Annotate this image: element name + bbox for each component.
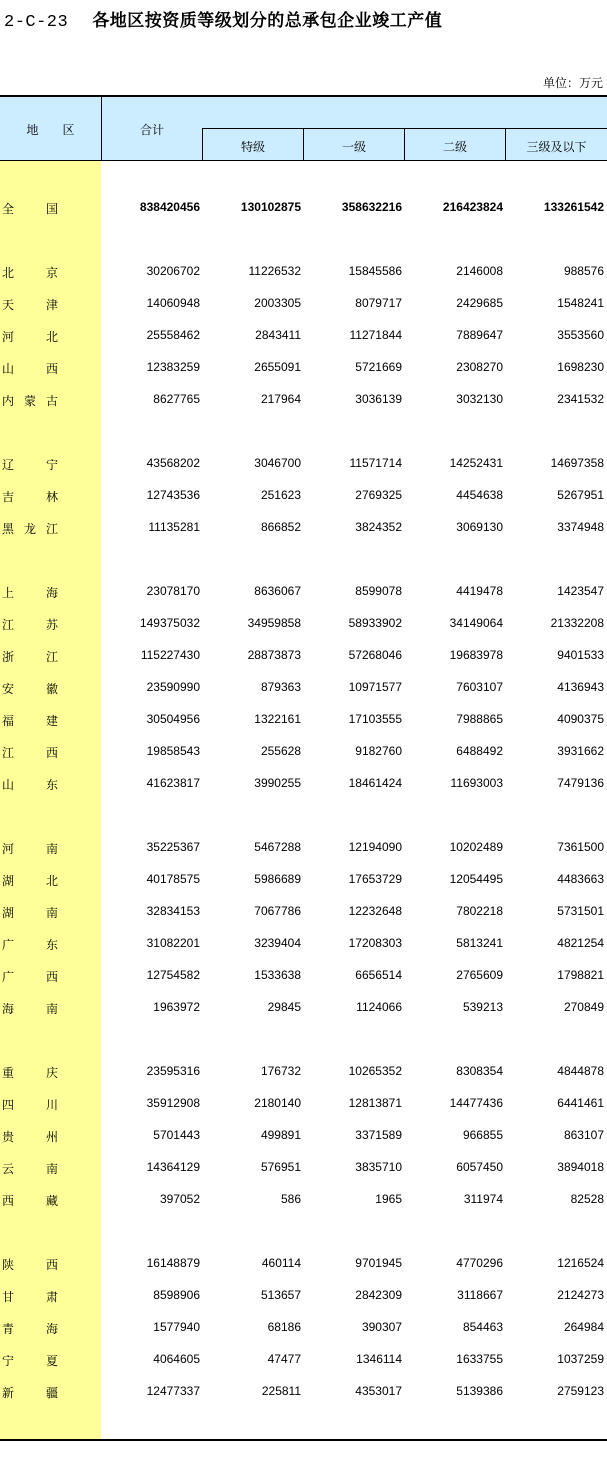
cell-value: 499891 xyxy=(260,1128,301,1142)
cell-value: 12754582 xyxy=(146,968,200,982)
cell-value: 225811 xyxy=(261,1384,301,1398)
cell-value: 35912908 xyxy=(146,1096,200,1110)
cell-value: 5731501 xyxy=(557,904,604,918)
cell-value: 12054495 xyxy=(449,872,503,886)
table-row xyxy=(0,640,607,672)
cell-value: 3374948 xyxy=(557,520,604,534)
region-name: 贵 州 xyxy=(2,1130,58,1144)
cell-value: 82528 xyxy=(570,1192,604,1206)
cell-value: 11693003 xyxy=(450,776,503,790)
cell-value: 5721669 xyxy=(355,360,402,374)
table-row xyxy=(0,832,607,864)
cell-value: 879363 xyxy=(260,680,301,694)
cell-value: 5139386 xyxy=(456,1384,503,1398)
cell-value: 5701443 xyxy=(153,1128,200,1142)
table-row xyxy=(0,608,607,640)
header-grade2: 二级 xyxy=(442,140,467,154)
cell-value: 34149064 xyxy=(449,616,503,630)
header-grade1: 一级 xyxy=(341,140,366,154)
cell-value: 4090375 xyxy=(557,712,604,726)
cell-value: 966855 xyxy=(462,1128,503,1142)
cell-value: 251623 xyxy=(260,488,301,502)
cell-value: 2003305 xyxy=(254,296,301,310)
cell-value: 23590990 xyxy=(146,680,200,694)
cell-value: 32834153 xyxy=(146,904,200,918)
cell-value: 1698230 xyxy=(557,360,604,374)
cell-value: 30206702 xyxy=(146,264,200,278)
cell-value: 4770296 xyxy=(456,1256,503,1270)
cell-value: 19858543 xyxy=(146,744,200,758)
table-row xyxy=(0,192,607,224)
cell-value: 255628 xyxy=(260,744,301,758)
cell-value: 7988865 xyxy=(456,712,503,726)
table-row xyxy=(0,1312,607,1344)
cell-value: 3069130 xyxy=(456,520,503,534)
cell-value: 358632216 xyxy=(341,200,402,214)
cell-value: 4353017 xyxy=(355,1384,402,1398)
table-row xyxy=(0,1184,607,1216)
table-row xyxy=(0,704,607,736)
region-name: 内 蒙 古 xyxy=(2,394,58,408)
cell-value: 18461424 xyxy=(348,776,402,790)
cell-value: 216423824 xyxy=(442,200,503,214)
cell-value: 11271844 xyxy=(349,328,402,342)
region-name: 云 南 xyxy=(2,1162,58,1176)
cell-value: 6656514 xyxy=(355,968,402,982)
divider-grade1 xyxy=(404,128,405,160)
cell-value: 12743536 xyxy=(146,488,200,502)
cell-value: 14060948 xyxy=(146,296,200,310)
cell-value: 8627765 xyxy=(153,392,200,406)
region-name: 海 南 xyxy=(2,1002,58,1016)
cell-value: 9701945 xyxy=(355,1256,402,1270)
cell-value: 513657 xyxy=(260,1288,301,1302)
region-name: 西 藏 xyxy=(2,1194,58,1208)
cell-value: 4844878 xyxy=(557,1064,604,1078)
region-name: 上 海 xyxy=(2,586,58,600)
cell-value: 23595316 xyxy=(146,1064,200,1078)
cell-value: 115227430 xyxy=(140,648,200,662)
cell-value: 47477 xyxy=(267,1352,301,1366)
cell-value: 1798821 xyxy=(557,968,604,982)
cell-value: 2124273 xyxy=(557,1288,604,1302)
table-row xyxy=(0,1376,607,1408)
cell-value: 2180140 xyxy=(254,1096,301,1110)
header-special: 特级 xyxy=(240,140,265,154)
cell-value: 2842309 xyxy=(355,1288,402,1302)
cell-value: 2308270 xyxy=(456,360,503,374)
cell-value: 1124066 xyxy=(356,1000,402,1014)
cell-value: 23078170 xyxy=(146,584,200,598)
cell-value: 4454638 xyxy=(456,488,503,502)
cell-value: 10971577 xyxy=(348,680,402,694)
cell-value: 12383259 xyxy=(146,360,200,374)
cell-value: 2765609 xyxy=(456,968,503,982)
table-row xyxy=(0,1120,607,1152)
cell-value: 11135281 xyxy=(148,520,200,534)
unit-label: 单位：万元 xyxy=(542,76,603,90)
cell-value: 43568202 xyxy=(146,456,200,470)
cell-value: 838420456 xyxy=(139,200,200,214)
table-row xyxy=(0,992,607,1024)
cell-value: 8308354 xyxy=(456,1064,503,1078)
cell-value: 863107 xyxy=(563,1128,604,1142)
cell-value: 2769325 xyxy=(355,488,402,502)
top-rule xyxy=(0,95,607,97)
cell-value: 7603107 xyxy=(456,680,503,694)
region-name: 北 京 xyxy=(2,266,58,280)
region-name: 河 北 xyxy=(2,330,58,344)
cell-value: 3931662 xyxy=(557,744,604,758)
cell-value: 10265352 xyxy=(348,1064,402,1078)
cell-value: 14477436 xyxy=(449,1096,503,1110)
cell-value: 31082201 xyxy=(146,936,200,950)
header-bottom-rule xyxy=(0,160,607,161)
cell-value: 1633755 xyxy=(456,1352,503,1366)
cell-value: 7889647 xyxy=(456,328,503,342)
cell-value: 390307 xyxy=(361,1320,402,1334)
table-row xyxy=(0,864,607,896)
table-row xyxy=(0,480,607,512)
cell-value: 17103555 xyxy=(348,712,402,726)
cell-value: 12477337 xyxy=(146,1384,200,1398)
region-name: 河 南 xyxy=(2,842,58,856)
table-row xyxy=(0,736,607,768)
cell-value: 1533638 xyxy=(254,968,301,982)
cell-value: 8636067 xyxy=(254,584,301,598)
cell-value: 5813241 xyxy=(456,936,503,950)
cell-value: 1423547 xyxy=(557,584,604,598)
region-name: 新 疆 xyxy=(2,1386,58,1400)
cell-value: 34959858 xyxy=(247,616,301,630)
cell-value: 3990255 xyxy=(254,776,301,790)
region-name: 广 西 xyxy=(2,970,58,984)
cell-value: 149375032 xyxy=(139,616,200,630)
table-row xyxy=(0,896,607,928)
cell-value: 2655091 xyxy=(254,360,301,374)
cell-value: 14252431 xyxy=(449,456,503,470)
cell-value: 4064605 xyxy=(153,1352,200,1366)
cell-value: 854463 xyxy=(462,1320,503,1334)
table-row xyxy=(0,448,607,480)
cell-value: 5986689 xyxy=(254,872,301,886)
table-row xyxy=(0,1280,607,1312)
cell-value: 12194090 xyxy=(348,840,402,854)
cell-value: 7361500 xyxy=(557,840,604,854)
region-name: 湖 南 xyxy=(2,906,58,920)
table-row xyxy=(0,1344,607,1376)
divider-total xyxy=(202,128,203,160)
region-name: 广 东 xyxy=(2,938,58,952)
header-region: 地 区 xyxy=(26,123,75,137)
cell-value: 12813871 xyxy=(348,1096,402,1110)
table-row xyxy=(0,768,607,800)
region-name: 全 国 xyxy=(2,202,58,216)
cell-value: 2843411 xyxy=(255,328,301,342)
cell-value: 176732 xyxy=(260,1064,301,1078)
cell-value: 3371589 xyxy=(355,1128,402,1142)
cell-value: 12232648 xyxy=(348,904,402,918)
cell-value: 866852 xyxy=(260,520,301,534)
table-row xyxy=(0,384,607,416)
cell-value: 8599078 xyxy=(355,584,402,598)
cell-value: 6488492 xyxy=(456,744,503,758)
cell-value: 5467288 xyxy=(254,840,301,854)
divider-grade2 xyxy=(505,128,506,160)
header-grade3: 三级及以下 xyxy=(526,140,587,154)
cell-value: 8079717 xyxy=(355,296,402,310)
region-name: 四 川 xyxy=(2,1098,58,1112)
region-name: 湖 北 xyxy=(2,874,58,888)
cell-value: 3046700 xyxy=(254,456,301,470)
cell-value: 1037259 xyxy=(557,1352,604,1366)
table-code: 2-C-23 xyxy=(4,13,69,32)
table-row xyxy=(0,352,607,384)
cell-value: 539213 xyxy=(462,1000,503,1014)
table-row xyxy=(0,576,607,608)
cell-value: 460114 xyxy=(261,1256,301,1270)
cell-value: 3032130 xyxy=(456,392,503,406)
cell-value: 397052 xyxy=(159,1192,200,1206)
cell-value: 1577940 xyxy=(153,1320,200,1334)
cell-value: 3835710 xyxy=(355,1160,402,1174)
cell-value: 58933902 xyxy=(348,616,402,630)
cell-value: 2429685 xyxy=(456,296,503,310)
cell-value: 2146008 xyxy=(456,264,503,278)
cell-value: 5267951 xyxy=(557,488,604,502)
cell-value: 3239404 xyxy=(254,936,301,950)
cell-value: 57268046 xyxy=(348,648,402,662)
table-row xyxy=(0,288,607,320)
region-name: 安 徽 xyxy=(2,682,58,696)
cell-value: 3553560 xyxy=(557,328,604,342)
cell-value: 16148879 xyxy=(146,1256,200,1270)
cell-value: 11226532 xyxy=(248,264,301,278)
cell-value: 11571714 xyxy=(349,456,402,470)
cell-value: 35225367 xyxy=(146,840,200,854)
cell-value: 14697358 xyxy=(550,456,604,470)
cell-value: 2341532 xyxy=(557,392,604,406)
region-name: 青 海 xyxy=(2,1322,58,1336)
cell-value: 29845 xyxy=(267,1000,301,1014)
table-row xyxy=(0,928,607,960)
region-name: 宁 夏 xyxy=(2,1354,58,1368)
region-name: 吉 林 xyxy=(2,490,58,504)
region-name: 黑 龙 江 xyxy=(2,522,58,536)
cell-value: 4483663 xyxy=(557,872,604,886)
cell-value: 28873873 xyxy=(247,648,301,662)
cell-value: 130102875 xyxy=(240,200,301,214)
cell-value: 1346114 xyxy=(356,1352,402,1366)
cell-value: 3824352 xyxy=(355,520,402,534)
cell-value: 8598906 xyxy=(153,1288,200,1302)
cell-value: 1963972 xyxy=(153,1000,200,1014)
cell-value: 988576 xyxy=(563,264,604,278)
region-name: 浙 江 xyxy=(2,650,58,664)
cell-value: 270849 xyxy=(563,1000,604,1014)
cell-value: 6441461 xyxy=(557,1096,604,1110)
cell-value: 3118667 xyxy=(457,1288,503,1302)
region-name: 福 建 xyxy=(2,714,58,728)
cell-value: 17208303 xyxy=(348,936,402,950)
divider-region xyxy=(101,97,102,160)
cell-value: 133261542 xyxy=(543,200,604,214)
cell-value: 6057450 xyxy=(456,1160,503,1174)
cell-value: 3894018 xyxy=(557,1160,604,1174)
table-row xyxy=(0,1056,607,1088)
region-name: 江 苏 xyxy=(2,618,58,632)
cell-value: 1322161 xyxy=(254,712,301,726)
cell-value: 7067786 xyxy=(254,904,301,918)
cell-value: 68186 xyxy=(267,1320,301,1334)
cell-value: 30504956 xyxy=(146,712,200,726)
region-name: 陕 西 xyxy=(2,1258,58,1272)
table-row xyxy=(0,672,607,704)
table-row xyxy=(0,320,607,352)
region-name: 甘 肃 xyxy=(2,1290,58,1304)
region-name: 山 西 xyxy=(2,362,58,376)
region-name: 重 庆 xyxy=(2,1066,58,1080)
table-row xyxy=(0,1088,607,1120)
header-total: 合计 xyxy=(139,123,164,137)
cell-value: 2759123 xyxy=(557,1384,604,1398)
table-title: 各地区按资质等级划分的总承包企业竣工产值 xyxy=(92,11,443,30)
bottom-rule xyxy=(0,1439,607,1441)
cell-value: 7802218 xyxy=(456,904,503,918)
table-row xyxy=(0,1152,607,1184)
cell-value: 17653729 xyxy=(348,872,402,886)
cell-value: 9401533 xyxy=(557,648,604,662)
region-name: 天 津 xyxy=(2,298,58,312)
cell-value: 3036139 xyxy=(355,392,402,406)
divider-special xyxy=(303,128,304,160)
cell-value: 41623817 xyxy=(146,776,200,790)
cell-value: 311974 xyxy=(463,1192,503,1206)
cell-value: 1548241 xyxy=(557,296,604,310)
cell-value: 4821254 xyxy=(557,936,604,950)
cell-value: 4419478 xyxy=(456,584,503,598)
region-name: 辽 宁 xyxy=(2,458,58,472)
cell-value: 1216524 xyxy=(557,1256,604,1270)
cell-value: 10202489 xyxy=(449,840,503,854)
cell-value: 217964 xyxy=(260,392,301,406)
cell-value: 264984 xyxy=(563,1320,604,1334)
table-row xyxy=(0,256,607,288)
region-name: 江 西 xyxy=(2,746,58,760)
cell-value: 19683978 xyxy=(449,648,503,662)
cell-value: 15845586 xyxy=(348,264,402,278)
table-row xyxy=(0,512,607,544)
cell-value: 9182760 xyxy=(355,744,402,758)
region-name: 山 东 xyxy=(2,778,58,792)
page-title xyxy=(4,6,442,32)
cell-value: 586 xyxy=(280,1192,301,1206)
cell-value: 14364129 xyxy=(146,1160,200,1174)
cell-value: 25558462 xyxy=(146,328,200,342)
table-row xyxy=(0,1248,607,1280)
cell-value: 7479136 xyxy=(557,776,604,790)
cell-value: 4136943 xyxy=(557,680,604,694)
table-row xyxy=(0,960,607,992)
cell-value: 40178575 xyxy=(146,872,200,886)
cell-value: 1965 xyxy=(375,1192,402,1206)
cell-value: 21332208 xyxy=(550,616,604,630)
cell-value: 576951 xyxy=(260,1160,301,1174)
